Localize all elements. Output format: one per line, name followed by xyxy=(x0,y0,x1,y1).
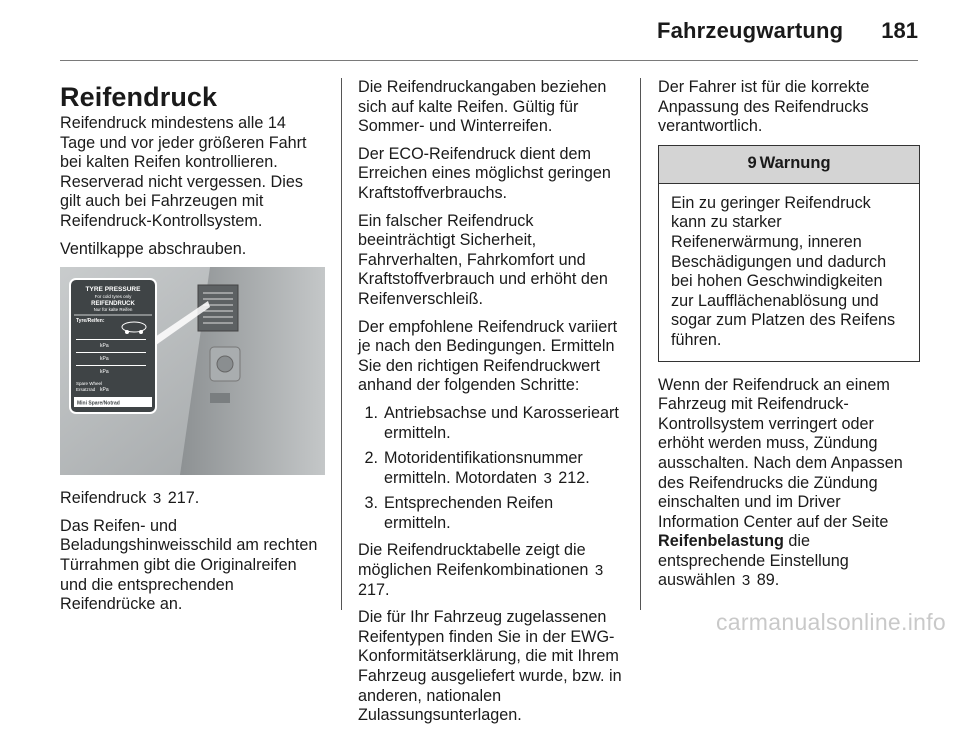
column-1 xyxy=(60,78,325,623)
ref-page: 89. xyxy=(756,571,780,590)
tpms-text-after: die entsprechende Einstellung auswählen xyxy=(658,532,849,590)
ref-arrow-icon: 3 xyxy=(543,469,552,487)
watermark: carmanualsonline.info xyxy=(715,609,946,635)
label-sub: For cold tyres only xyxy=(94,294,132,300)
step-text xyxy=(384,449,624,488)
label-spare-de: Ersatzrad xyxy=(76,387,96,393)
section-title: Reifendruck xyxy=(60,82,218,112)
label-title: TYRE PRESSURE xyxy=(85,286,141,294)
warning-header xyxy=(659,146,919,184)
label-title-de: REIFENDRUCK xyxy=(91,301,135,308)
cold-tyres-paragraph: Die Reifendruckangaben beziehen sich auf kalte Reifen. Gültig für Sommer- und Winterreifen. xyxy=(358,78,607,136)
label-paragraph: Das Reifen- und Beladungshinweisschild am rechten Türrahmen gibt die Originalreifen und die entsprechenden Reifendrücke an. xyxy=(60,516,318,614)
intro-paragraph: Reifendruck mindestens alle 14 Tage und vor jeder größeren Fahrt bei kalten Reifen kontrollieren. Reserverad nicht vergessen. Dies gilt auch bei Fahrzeugen mit Reifendruck-Kontrollsystem. xyxy=(60,114,307,230)
ref-page: 217. xyxy=(358,580,390,599)
page-number: 181 xyxy=(881,18,918,43)
combinations-paragraph xyxy=(358,541,624,600)
pressure-reference xyxy=(60,489,325,509)
list-item xyxy=(358,404,624,443)
approved-tyres-paragraph: Die für Ihr Fahrzeug zugelassenen Reifentypen finden Sie in der EWG-Konformitätserklärung, die mit Ihrem Fahrzeug ausgeliefert wurde, bzw. in anderen, nationalen Zulassungsunterlagen. xyxy=(358,608,622,725)
list-item xyxy=(358,449,624,488)
recommended-pressure-paragraph: Der empfohlene Reifendruck variiert je nach den Bedingungen. Ermitteln Sie den richtigen Reifendruckwert anhand der folgenden Schritte: xyxy=(358,317,618,395)
tyre-load-menu-label: Reifenbelastung xyxy=(658,532,784,551)
label-unit-4: kPa xyxy=(100,387,109,394)
tyre-label-illustration xyxy=(60,267,325,475)
label-row-title: Tyre/Reifen: xyxy=(76,318,105,325)
label-unit-3: kPa xyxy=(100,369,109,376)
column-divider-2 xyxy=(640,78,641,610)
warning-title: Warnung xyxy=(759,154,831,173)
wrong-pressure-paragraph: Ein falscher Reifendruck beeinträchtigt Sicherheit, Fahrverhalten, Fahrkomfort und Kraftstoffverbrauch und erhöht den Reifenverschleiß. xyxy=(358,211,608,308)
header-title: Fahrzeugwartung xyxy=(656,18,844,43)
label-sub-de: Nur für kalte Reifen xyxy=(93,307,133,313)
step-text-main: Motoridentifikationsnummer ermitteln. Motordaten xyxy=(384,449,583,487)
label-spare: Spare Wheel xyxy=(76,381,103,387)
tpms-paragraph xyxy=(658,376,920,592)
list-item xyxy=(358,494,624,533)
ref-page: 212. xyxy=(558,468,590,487)
column-3 xyxy=(658,78,920,599)
warning-box xyxy=(658,145,920,362)
page-header xyxy=(657,18,918,44)
tyre-label-photo xyxy=(60,267,325,475)
label-mini-spare: Mini Spare/Notrad xyxy=(77,400,120,407)
header-rule xyxy=(60,60,918,61)
ref-arrow-icon: 3 xyxy=(741,572,751,590)
driver-responsibility-paragraph: Der Fahrer ist für die korrekte Anpassung des Reifendrucks verantwortlich. xyxy=(658,78,870,136)
eco-pressure-paragraph: Der ECO-Reifendruck dient dem Erreichen eines möglichst geringen Kraftstoffverbrauchs. xyxy=(358,144,611,202)
warning-body: Ein zu geringer Reifendruck kann zu starker Reifenerwärmung, inneren Beschädigungen und dadurch bei hohen Geschwindigkeiten zur Laufflächenablösung und sogar zum Platzen des Reifens führen. xyxy=(671,193,896,349)
label-unit-1: kPa xyxy=(100,343,109,350)
step-text: Antriebsachse und Karosserieart ermitteln. xyxy=(384,403,619,442)
step-text: Entsprechenden Reifen ermitteln. xyxy=(384,494,554,532)
step-number: 1. xyxy=(364,403,378,422)
column-2 xyxy=(358,78,624,734)
steps-list xyxy=(358,404,624,534)
ref-page: 217. xyxy=(167,489,200,508)
step-number: 2. xyxy=(364,449,378,468)
step-number: 3. xyxy=(364,494,378,513)
ref-arrow-icon: 3 xyxy=(152,490,162,508)
label-unit-2: kPa xyxy=(100,356,109,363)
combinations-text: Die Reifendrucktabelle zeigt die möglichen Reifenkombinationen xyxy=(358,541,589,580)
valve-paragraph: Ventilkappe abschrauben. xyxy=(60,239,247,258)
ref-text: Reifendruck xyxy=(60,489,147,508)
tpms-text: Wenn der Reifendruck an einem Fahrzeug mit Reifendruck-Kontrollsystem verringert oder erhöht werden muss, Zündung ausschalten. Nach dem Anpassen des Reifendrucks die Zündung einschalten und im Driver Information Center auf der Seite xyxy=(658,375,903,531)
column-divider-1 xyxy=(341,78,342,610)
warning-icon: 9 xyxy=(747,154,757,173)
ref-arrow-icon: 3 xyxy=(594,562,604,580)
